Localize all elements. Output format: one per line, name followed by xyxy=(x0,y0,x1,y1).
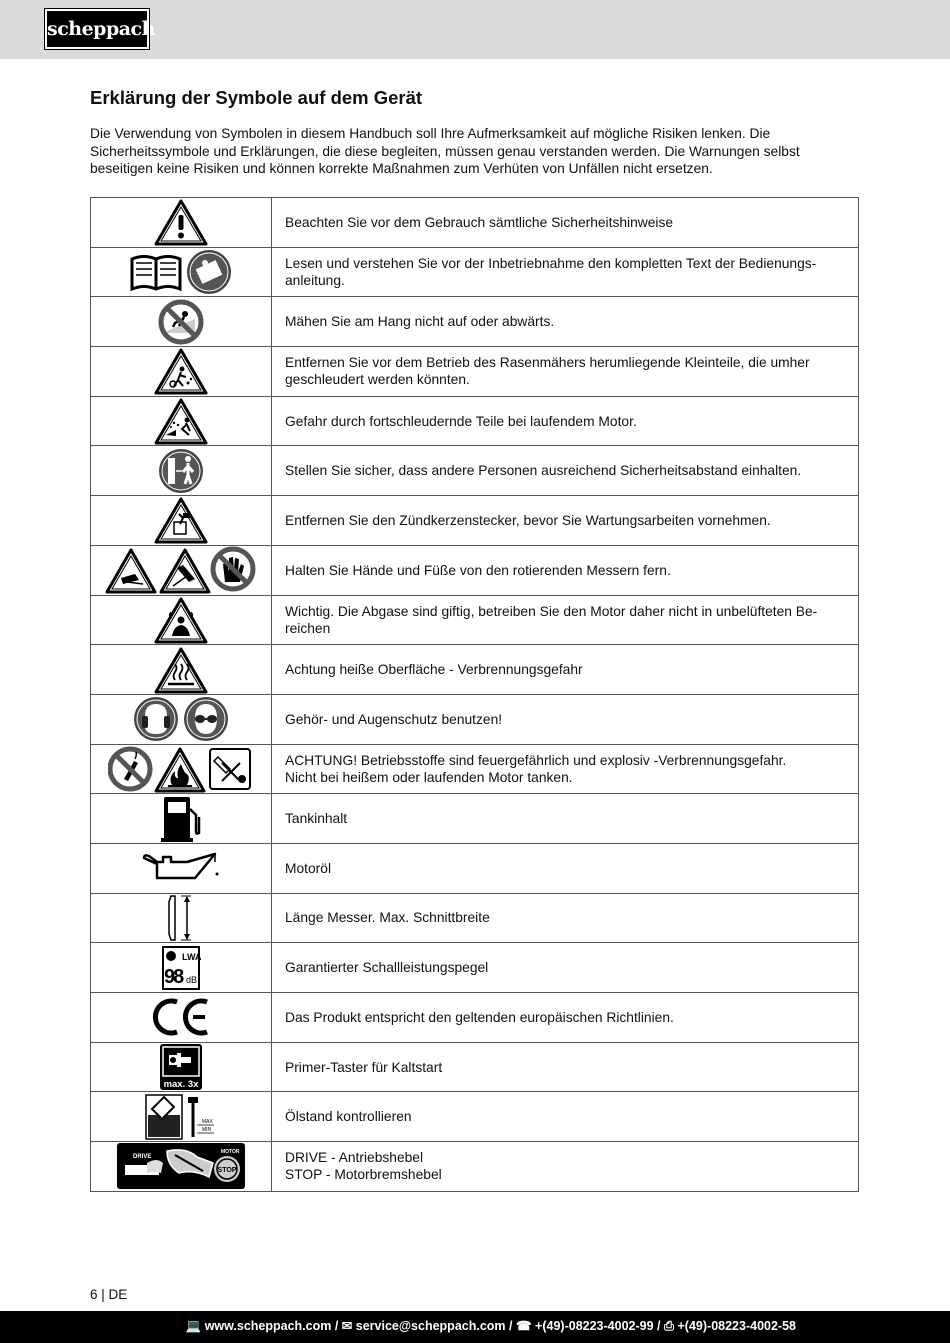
symbol-description: Motoröl xyxy=(285,860,332,876)
table-row xyxy=(91,198,859,248)
symbol-description: Länge Messer. Max. Schnittbreite xyxy=(285,910,490,926)
symbol-description: Gehör- und Augenschutz benutzen! xyxy=(285,711,503,727)
fuel-fire-warning-icon xyxy=(91,744,272,794)
symbol-description: Achtung heiße Oberfläche - Verbrennungsgefahr xyxy=(285,662,583,678)
drive-label: DRIVE xyxy=(133,1154,152,1161)
symbol-table xyxy=(90,197,859,1192)
symbol-description: Stellen Sie sicher, dass andere Personen ausreichend Sicherheitsabstand einhalten. xyxy=(285,463,802,479)
primer-button-icon xyxy=(91,1042,272,1092)
fax-icon: ⎙ xyxy=(664,1319,675,1333)
symbol-description: DRIVE - Antriebshebel STOP - Motorbremshebel xyxy=(285,1150,442,1183)
mail-icon: ✉ xyxy=(341,1319,353,1333)
table-row xyxy=(91,645,859,695)
symbol-description: Primer-Taster für Kaltstart xyxy=(285,1059,443,1075)
remove-debris-warning-icon xyxy=(91,347,272,397)
table-row xyxy=(91,1142,859,1192)
footer-bar xyxy=(0,1311,950,1343)
motor-label: MOTOR xyxy=(221,1149,240,1156)
oil-min-label: MIN xyxy=(202,1126,212,1133)
phone-icon: ☎ xyxy=(515,1319,532,1333)
toxic-exhaust-warning-icon xyxy=(91,595,272,645)
oil-can-icon xyxy=(91,843,272,893)
page-title: Erklärung der Symbole auf dem Gerät xyxy=(90,87,423,108)
table-row xyxy=(91,843,859,893)
ce-mark-icon xyxy=(91,993,272,1043)
symbol-description: Wichtig. Die Abgase sind giftig, betreiben Sie den Motor daher nicht in unbelüfteten Be- reichen xyxy=(285,603,818,636)
table-row xyxy=(91,694,859,744)
fuel-pump-icon xyxy=(91,794,272,844)
symbol-description: Mähen Sie am Hang nicht auf oder abwärts. xyxy=(285,314,555,330)
symbol-description: Ölstand kontrollieren xyxy=(285,1109,412,1125)
table-row xyxy=(91,446,859,496)
computer-icon: 💻 xyxy=(185,1319,202,1333)
sound-level-icon xyxy=(91,943,272,993)
symbol-description: Beachten Sie vor dem Gebrauch sämtliche Sicherheitshinweise xyxy=(285,214,674,230)
table-row xyxy=(91,247,859,297)
symbol-description: Garantierter Schallleistungspegel xyxy=(285,960,489,976)
table-row xyxy=(91,396,859,446)
symbol-description: ACHTUNG! Betriebsstoffe sind feuergefährlich und explosiv -Verbrennungsgefahr. Nicht bei heißem oder laufenden Motor tanken. xyxy=(285,752,787,785)
read-manual-icon xyxy=(91,247,272,297)
symbol-description: Tankinhalt xyxy=(285,811,348,827)
symbol-description: Entfernen Sie vor dem Betrieb des Rasenmähers herumliegende Kleinteile, die umher geschleudert werden könnten. xyxy=(285,355,810,388)
hot-surface-warning-icon xyxy=(91,645,272,695)
oil-max-label: MAX xyxy=(202,1118,213,1125)
footer-email-link[interactable]: service@scheppach.com xyxy=(355,1319,506,1333)
symbol-description: Gefahr durch fortschleudernde Teile bei laufendem Motor. xyxy=(285,413,637,429)
table-row xyxy=(91,1042,859,1092)
oil-level-check-icon xyxy=(91,1092,272,1142)
header-bar xyxy=(0,0,950,59)
drive-stop-lever-icon xyxy=(91,1142,272,1192)
symbol-description: Lesen und verstehen Sie vor der Inbetriebnahme den kompletten Text der Bedienungs- anleitung. xyxy=(285,256,817,289)
sound-level-unit: dB xyxy=(186,974,198,985)
footer-separator: / xyxy=(657,1319,661,1333)
footer-separator: / xyxy=(509,1319,513,1333)
footer-fax: +(49)-08223-4002-58 xyxy=(677,1319,796,1333)
table-row xyxy=(91,347,859,397)
table-row xyxy=(91,943,859,993)
symbol-description: Halten Sie Hände und Füße von den rotierenden Messern fern. xyxy=(285,562,671,578)
page-number: 6 | DE xyxy=(90,1287,128,1302)
general-warning-icon xyxy=(91,198,272,248)
ear-eye-protection-icon xyxy=(91,694,272,744)
symbol-description: Das Produkt entspricht den geltenden europäischen Richtlinien. xyxy=(285,1009,674,1025)
footer-phone: +(49)-08223-4002-99 xyxy=(535,1319,654,1333)
scheppach-logo: scheppach xyxy=(45,9,149,49)
footer-separator: / xyxy=(334,1319,339,1333)
stop-label: STOP xyxy=(217,1167,237,1175)
intro-paragraph: Die Verwendung von Symbolen in diesem Handbuch soll Ihre Aufmerksamkeit auf mögliche Risiken lenken. Die Sicherheitssymbole und Erklärungen, die diese begleiten, müssen genau verstanden werden. Die Warnungen selbst beseitigen keine Risiken und können korrekte Maßnahmen zum Verhüten von Unfällen nicht ersetzen. xyxy=(90,126,800,176)
table-row xyxy=(91,496,859,546)
table-row xyxy=(91,297,859,347)
blade-length-icon xyxy=(91,893,272,943)
table-row xyxy=(91,993,859,1043)
safety-distance-icon xyxy=(91,446,272,496)
table-row xyxy=(91,893,859,943)
table-row xyxy=(91,1092,859,1142)
rotating-blades-warning-icon xyxy=(91,545,272,595)
flying-parts-warning-icon xyxy=(91,396,272,446)
table-row xyxy=(91,744,859,794)
primer-count-label: max. 3x xyxy=(163,1079,199,1091)
table-row xyxy=(91,545,859,595)
sound-level-value: 98 xyxy=(164,965,183,988)
symbol-description: Entfernen Sie den Zündkerzenstecker, bevor Sie Wartungsarbeiten vornehmen. xyxy=(285,512,771,528)
table-row xyxy=(91,595,859,645)
sound-level-lwa: LWA xyxy=(182,951,201,962)
table-row xyxy=(91,794,859,844)
footer-website-link[interactable]: www.scheppach.com xyxy=(204,1319,332,1333)
no-slope-mowing-icon xyxy=(91,297,272,347)
spark-plug-warning-icon xyxy=(91,496,272,546)
